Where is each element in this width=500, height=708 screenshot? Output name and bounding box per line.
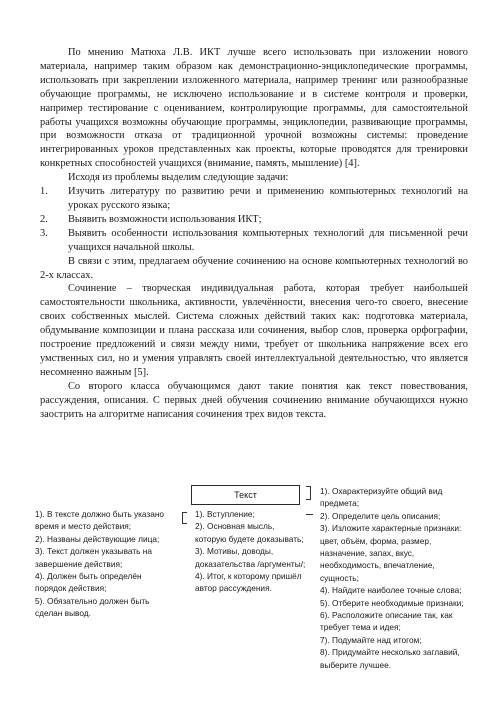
main-text [40, 46, 468, 421]
paragraph-tasks-intro: Исходя из проблемы выделим следующие задачи: [68, 172, 289, 184]
description-item: 5). Отберите необходимые признаки; [320, 597, 464, 608]
task-number: 3. [40, 227, 48, 239]
paragraph-text-types: Со второго класса обучающимся дают такие понятия как текст повествования, рассуждения, описания. С первых дней обучения сочинению внимание обучающихся нужно заострить на алгоритме написания сочинения трех видов текста. [40, 380, 468, 420]
description-item: 7). Подумайте над итогом; [320, 634, 422, 645]
reasoning-item: 4). Итог, к которому пришёл автор рассуждения. [195, 571, 302, 594]
narration-item: 5). Обязательно должен быть сделан вывод. [35, 595, 150, 619]
narration-item: 2). Названы действующие лица; [35, 533, 160, 544]
task-text: Выявить возможности использования ИКТ; [68, 213, 262, 225]
narration-item: 4). Должен быть определён порядок действия; [35, 571, 142, 594]
description-item: 1). Охарактеризуйте общий вид предмета; [320, 486, 443, 509]
narration-item: 1). В тексте должно быть указано время и место действия; [35, 509, 165, 532]
reasoning-column [195, 508, 307, 595]
description-column [320, 485, 470, 671]
task-item [40, 227, 468, 255]
paragraph-matyukha: По мнению Матюха Л.В. ИКТ лучше всего использовать при изложении нового материала, например таким образом как демонстрационно-энциклопедические программы, использовать при закреплении изложенного материала, например тренинг или разнообразные обучающие программы, не исключено использование и в системе контроля и проверки, например тестирование с оцениванием, контролирующие программы, для самостоятельной работы учащихся возможны обучающие программы, энциклопедии, развивающие программы, при возможности отказа от традиционной урочной возможны системы: проведение интегрированных уроков представленных как проекты, которые проводятся для тренировки конкретных способностей учащихся (внимание, память, мышление) [4]. [40, 47, 468, 170]
description-item: 2). Определите цель описания; [320, 510, 441, 521]
task-item [40, 185, 468, 213]
reasoning-item: 1). Вступление; [195, 509, 255, 519]
task-text: Изучить литературу по развитию речи и применению компьютерных технологий на уроках русского языка; [68, 186, 468, 211]
reasoning-item: 2). Основная мысль, которую будете доказывать; [195, 521, 304, 544]
task-text: Выявить особенности использования компьютерных технологий для письменной речи учащихся начальной школы. [68, 227, 468, 253]
narration-column [35, 508, 175, 620]
narration-item: 3). Текст должен указывать на завершение действия; [35, 546, 152, 569]
description-item: 6). Расположите описание так, как требует тема и идея; [320, 610, 453, 633]
task-number: 2. [40, 213, 48, 225]
task-item [40, 213, 468, 227]
paragraph-composition: Сочинение – творческая индивидуальная работа, которая требует наибольшей самостоятельности школьника, активности, увлечённости, внесения чего-то своего, внесение своих собственных мыслей. Система сложных действий таких как: подготовка материала, обдумывание композиции и плана рассказа или сочинения, выбор слов, проверка орфографии, построение предложений и связи между ними, требует от школьника напряжение всех его умственных сил, но и умения управлять своей интеллектуальной деятельностью, что является несомненно важным [5]. [40, 283, 468, 378]
paragraph-proposal: В связи с этим, предлагаем обучение сочинению на основе компьютерных технологий во 2-х классах. [40, 255, 468, 281]
text-box: Текст [191, 485, 300, 505]
reasoning-item: 3). Мотивы, доводы, доказательства /аргументы/; [195, 546, 306, 569]
right-bracket [306, 486, 311, 500]
task-number: 1. [40, 186, 48, 198]
tasks-list [40, 185, 468, 255]
left-bracket [182, 512, 187, 524]
description-item: 8). Придумайте несколько заглавий, выберите лучшее. [320, 647, 460, 670]
description-item: 4). Найдите наиболее точные слова; [320, 585, 462, 596]
description-item: 3). Изложите характерные признаки: цвет, объём, форма, размер, назначение, запах, вкус, необходимость, впечатление, сущность; [320, 523, 462, 583]
connector-dash [306, 514, 313, 515]
